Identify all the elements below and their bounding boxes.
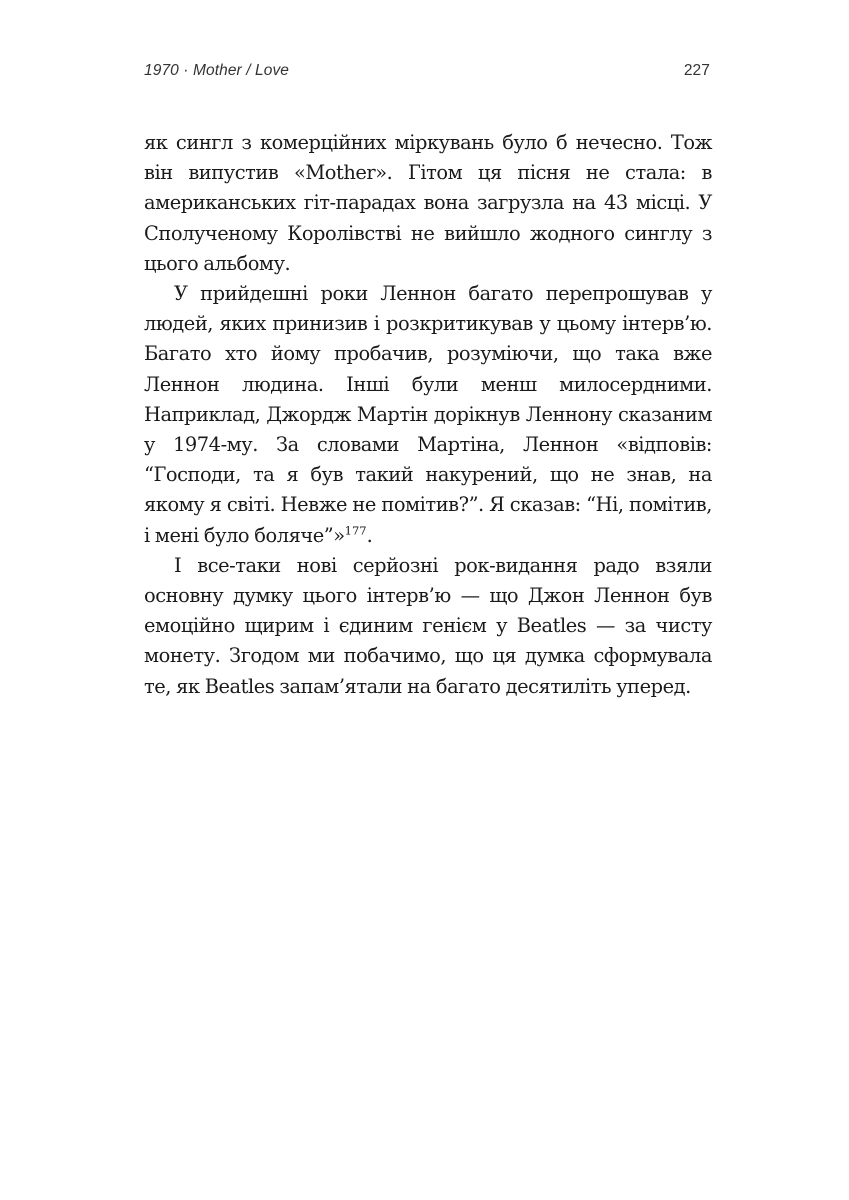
paragraph-continued: як сингл з комерційних міркувань було б нечесно. Тож він випустив «Mother». Гітом ця пісня не стала: в американських гіт-парадах вона загрузла на 43 місці. У Сполученому Королівстві не вийшло жодного синглу з цього альбому. <box>144 131 712 275</box>
running-title: 1970 · Mother / Love <box>144 62 290 79</box>
paragraph-end-punctuation: . <box>366 523 373 547</box>
main-text <box>144 128 712 702</box>
paragraph-text: У прийдешні роки Леннон багато перепрошував у людей, яких принизив і розкритикував у цьому інтерв’ю. Багато хто йому пробачив, розуміючи, що така вже Леннон людина. Інші були менш милосердними. Наприклад, Джордж Мартін дорікнув Леннону сказаним у 1974-му. За словами Мартіна, Леннон «відповів: “Господи, та я був такий накурений, що не знав, на якому я світі. Невже не помітив?”. Я сказав: “Ні, помітив, і мені було боляче”» <box>144 282 712 547</box>
page-number: 227 <box>683 62 710 79</box>
footnote-reference[interactable]: 177 <box>344 523 367 538</box>
paragraph-conclusion: І все-таки нові серйозні рок-видання радо взяли основну думку цього інтерв’ю — що Джон Леннон був емоційно щирим і єдиним генієм у Beatles — за чисту монету. Згодом ми побачимо, що ця думка сформувала те, як Beatles запам’ятали на багато десятиліть уперед. <box>144 553 712 698</box>
running-head <box>144 62 712 84</box>
paragraph-apologies <box>144 279 712 551</box>
